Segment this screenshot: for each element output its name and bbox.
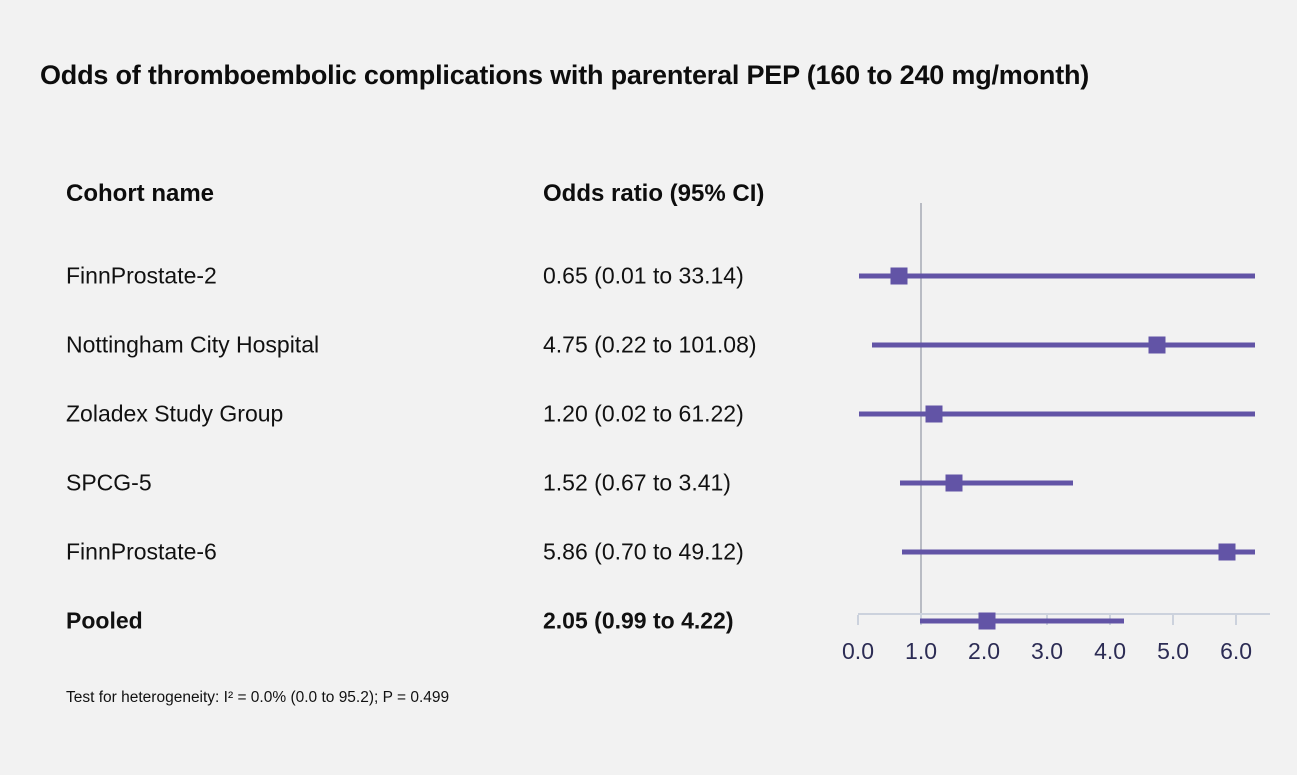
effect-marker <box>1149 337 1166 354</box>
effect-marker <box>925 406 942 423</box>
forest-plot-area <box>830 195 1270 695</box>
confidence-interval-bar <box>920 619 1124 624</box>
confidence-interval-bar <box>859 274 1255 279</box>
x-axis-tick-label: 6.0 <box>1220 638 1253 664</box>
x-axis-tick-label: 3.0 <box>1031 638 1064 664</box>
effect-marker <box>945 475 962 492</box>
confidence-interval-bar <box>900 481 1073 486</box>
row-label: FinnProstate-2 <box>66 262 217 289</box>
effect-marker <box>979 613 996 630</box>
row-effect-value: 0.65 (0.01 to 33.14) <box>543 262 744 289</box>
row-effect-value: 2.05 (0.99 to 4.22) <box>543 607 734 634</box>
x-axis-tick-label: 4.0 <box>1094 638 1127 664</box>
row-label: Pooled <box>66 607 143 634</box>
x-axis-tick-label: 0.0 <box>842 638 874 664</box>
x-axis-tick <box>1172 615 1174 625</box>
row-effect-value: 4.75 (0.22 to 101.08) <box>543 331 757 358</box>
column-header-odds-ratio: Odds ratio (95% CI) <box>543 180 765 207</box>
effect-marker <box>1219 544 1236 561</box>
row-label: FinnProstate-6 <box>66 538 217 565</box>
page-title: Odds of thromboembolic complications with parenteral PEP (160 to 240 mg/month) <box>40 60 1090 90</box>
row-effect-value: 1.20 (0.02 to 61.22) <box>543 400 744 427</box>
column-header-cohort: Cohort name <box>66 180 215 207</box>
row-label: SPCG-5 <box>66 469 152 496</box>
row-effect-value: 5.86 (0.70 to 49.12) <box>543 538 744 565</box>
x-axis-tick <box>857 615 859 625</box>
confidence-interval-bar <box>859 412 1255 417</box>
x-axis-tick-label: 5.0 <box>1157 638 1190 664</box>
row-label: Nottingham City Hospital <box>66 331 320 358</box>
x-axis-tick-label: 1.0 <box>905 638 938 664</box>
row-label: Zoladex Study Group <box>66 400 284 427</box>
confidence-interval-bar <box>872 343 1255 348</box>
confidence-interval-bar <box>902 550 1255 555</box>
x-axis-tick <box>1235 615 1237 625</box>
heterogeneity-footnote: Test for heterogeneity: I² = 0.0% (0.0 to 95.2); P = 0.499 <box>66 689 450 706</box>
x-axis-tick-label: 2.0 <box>968 638 1001 664</box>
row-effect-value: 1.52 (0.67 to 3.41) <box>543 469 731 496</box>
effect-marker <box>890 268 907 285</box>
